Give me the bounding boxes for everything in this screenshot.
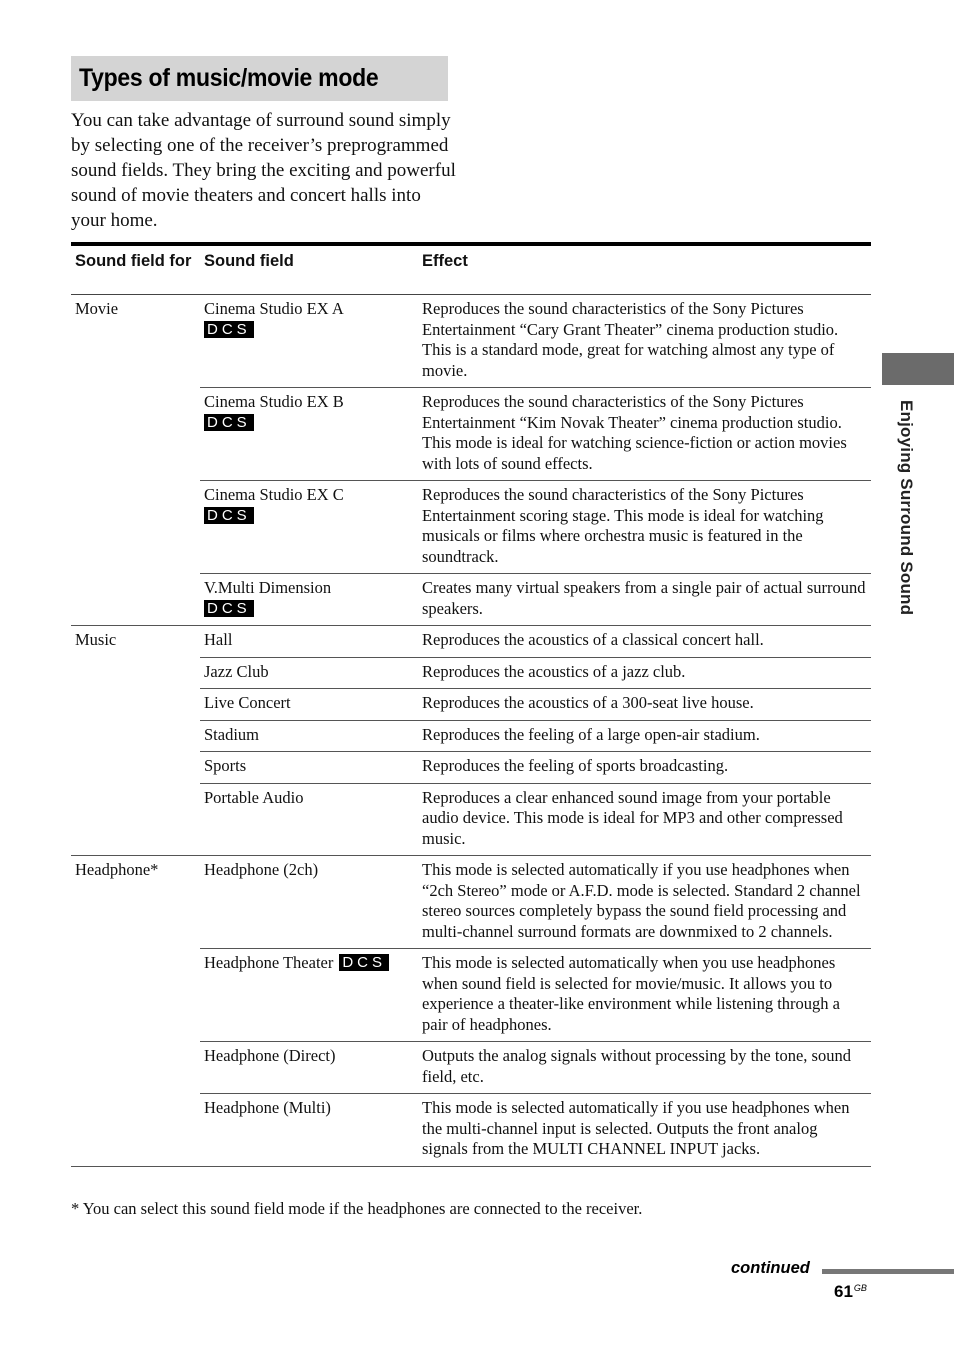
- sound-field-table: [71, 242, 871, 1167]
- sound-field-cell: [200, 752, 418, 784]
- dcs-badge: DCS: [204, 600, 254, 617]
- dcs-badge: DCS: [204, 507, 254, 524]
- table-row: [71, 574, 871, 626]
- sound-field-cell: [200, 1094, 418, 1167]
- section-heading-box: [71, 56, 448, 101]
- sound-field-for-cell: [71, 1094, 200, 1167]
- column-header-effect: Effect: [418, 244, 871, 295]
- sound-field-cell: [200, 856, 418, 949]
- effect-cell: Reproduces the acoustics of a 300-seat live house.: [418, 689, 871, 721]
- sound-field-cell: [200, 626, 418, 658]
- sound-field-cell: [200, 388, 418, 481]
- table-body: [71, 295, 871, 1167]
- sound-field-name: V.Multi Dimension: [204, 578, 332, 597]
- sound-field-name: Stadium: [204, 724, 260, 744]
- effect-cell: Reproduces the feeling of sports broadcasting.: [418, 752, 871, 784]
- effect-cell: Reproduces the feeling of a large open-air stadium.: [418, 720, 871, 752]
- page-number-suffix: GB: [853, 1283, 867, 1293]
- sound-field-table-container: [71, 242, 871, 1167]
- effect-cell: Reproduces the sound characteristics of the Sony Pictures Entertainment “Kim Novak Theater” cinema production studio. This mode is ideal for watching science-fiction or action movies with lots of sound effects.: [418, 388, 871, 481]
- table-row: [71, 720, 871, 752]
- sound-field-name: Headphone (2ch): [204, 860, 319, 879]
- sound-field-for-cell: [71, 481, 200, 574]
- sound-field-for-cell: [71, 689, 200, 721]
- sound-field-name: Headphone (Direct): [204, 1046, 336, 1065]
- page-number: [834, 1282, 867, 1302]
- effect-cell: This mode is selected automatically if you use headphones when “2ch Stereo” mode or A.F.D. mode is selected. Standard 2 channel stereo sources completely bypass the sound field processing and multi-channel surround formats are downmixed to 2 channels.: [418, 856, 871, 949]
- table-row: [71, 689, 871, 721]
- sound-field-name: Jazz Club: [204, 661, 269, 681]
- sound-field-for-cell: [71, 720, 200, 752]
- sound-field-for-cell: [71, 388, 200, 481]
- table-row: [71, 1042, 871, 1094]
- sound-field-cell: [200, 1042, 418, 1094]
- side-section-label: Enjoying Surround Sound: [897, 400, 916, 616]
- sound-field-cell: [200, 720, 418, 752]
- sound-field-cell: [200, 689, 418, 721]
- dcs-badge: DCS: [204, 321, 254, 338]
- table-row: [71, 783, 871, 856]
- sound-field-name: Cinema Studio EX B: [204, 392, 344, 411]
- dcs-badge: DCS: [204, 414, 254, 431]
- table-row: [71, 388, 871, 481]
- sound-field-name: Live Concert: [204, 693, 291, 712]
- table-row: [71, 856, 871, 949]
- sound-field-for-cell: [71, 1042, 200, 1094]
- sound-field-for-cell: Movie: [75, 299, 119, 318]
- table-row: [71, 626, 871, 658]
- sound-field-cell: [200, 295, 418, 388]
- sound-field-name: Cinema Studio EX A: [204, 299, 344, 318]
- sound-field-cell: [200, 949, 418, 1042]
- sound-field-name: Headphone (Multi): [204, 1098, 331, 1117]
- effect-cell: Reproduces the acoustics of a classical concert hall.: [418, 626, 871, 658]
- dcs-badge: DCS: [339, 954, 389, 971]
- side-tab-marker: [882, 353, 954, 385]
- continued-label: continued: [731, 1259, 810, 1277]
- effect-cell: Reproduces the acoustics of a jazz club.: [418, 657, 871, 689]
- footnote: * You can select this sound field mode if the headphones are connected to the receiver.: [71, 1199, 643, 1218]
- sound-field-cell: [200, 657, 418, 689]
- table-header-row: [71, 244, 871, 295]
- column-header-sound-field: Sound field: [200, 244, 418, 295]
- table-header: [71, 244, 871, 295]
- table-row: [71, 1094, 871, 1167]
- sound-field-for-cell: [71, 752, 200, 784]
- sound-field-cell: [200, 481, 418, 574]
- table-row: [71, 752, 871, 784]
- effect-cell: Reproduces the sound characteristics of the Sony Pictures Entertainment scoring stage. This mode is ideal for watching musicals or films where orchestra music is featured in the soundtrack.: [418, 481, 871, 574]
- effect-cell: Outputs the analog signals without processing by the tone, sound field, etc.: [418, 1042, 871, 1094]
- column-header-sound-field-for: Sound field for: [71, 244, 200, 295]
- sound-field-for-cell: Music: [75, 630, 117, 649]
- sound-field-name: Sports: [204, 756, 247, 775]
- effect-cell: Reproduces the sound characteristics of the Sony Pictures Entertainment “Cary Grant Theater” cinema production studio. This is a standard mode, great for watching almost any type of movie.: [418, 295, 871, 388]
- page-number-value: 61: [834, 1282, 853, 1301]
- sound-field-name: Portable Audio: [204, 787, 304, 807]
- effect-cell: Reproduces a clear enhanced sound image from your portable audio device. This mode is ideal for MP3 and other compressed music.: [418, 783, 871, 856]
- effect-cell: Creates many virtual speakers from a single pair of actual surround speakers.: [418, 574, 871, 626]
- continued-bar: [822, 1269, 954, 1274]
- table-row: [71, 657, 871, 689]
- table-row: [71, 295, 871, 388]
- effect-cell: This mode is selected automatically when you use headphones when sound field is selected for movie/music. It allows you to experience a theater-like environment while listening through a pair of headphones.: [418, 949, 871, 1042]
- sound-field-cell: [200, 574, 418, 626]
- sound-field-name: Cinema Studio EX C: [204, 485, 344, 504]
- sound-field-for-cell: [71, 783, 200, 856]
- sound-field-name: Headphone Theater: [204, 953, 334, 972]
- table-row: [71, 949, 871, 1042]
- sound-field-for-cell: [71, 949, 200, 1042]
- sound-field-cell: [200, 783, 418, 856]
- sound-field-for-cell: [71, 657, 200, 689]
- page-title: Types of music/movie mode: [79, 64, 379, 92]
- effect-cell: This mode is selected automatically if you use headphones when the multi-channel input is selected. Outputs the front analog signals from the MULTI CHANNEL INPUT jacks.: [418, 1094, 871, 1167]
- sound-field-for-cell: Headphone*: [75, 860, 159, 879]
- sound-field-for-cell: [71, 574, 200, 626]
- sound-field-name: Hall: [204, 630, 233, 649]
- table-row: [71, 481, 871, 574]
- intro-paragraph: You can take advantage of surround sound simply by selecting one of the receiver’s preprogrammed sound fields. They bring the exciting and powerful sound of movie theaters and concert halls into your home.: [71, 110, 456, 231]
